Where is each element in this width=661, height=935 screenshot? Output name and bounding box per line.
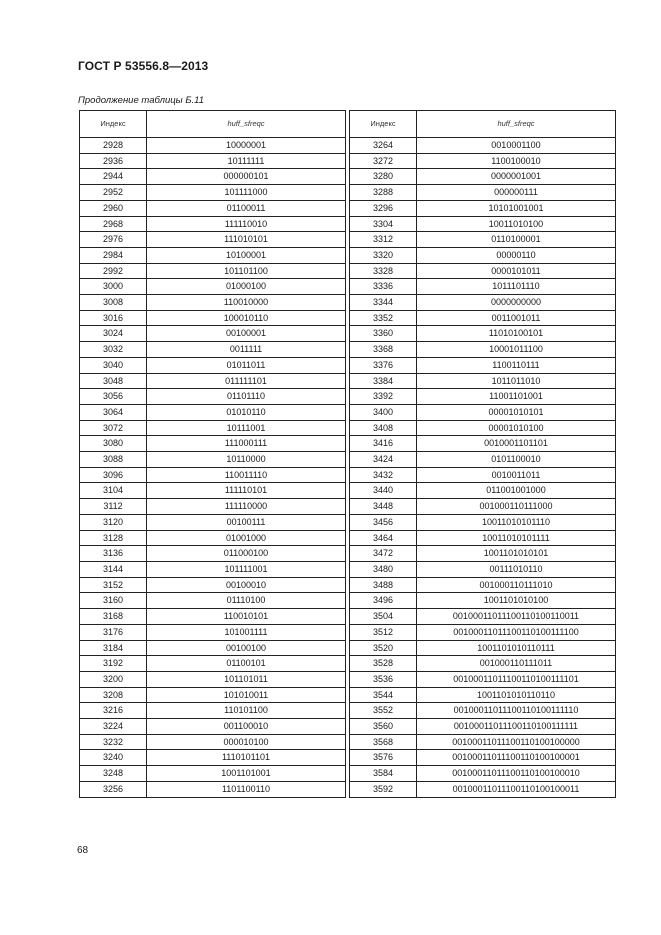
index-cell-left: 2976: [80, 232, 147, 248]
index-cell-right: 3528: [350, 656, 417, 672]
table-row: [80, 452, 616, 468]
index-cell-left: 2928: [80, 138, 147, 154]
value-cell-right: 1001101010100: [417, 593, 616, 609]
table-row: [80, 169, 616, 185]
index-cell-left: 3184: [80, 640, 147, 656]
index-cell-right: 3408: [350, 420, 417, 436]
value-cell-right: 00100011011100110100100001: [417, 750, 616, 766]
index-cell-right: 3504: [350, 609, 417, 625]
index-cell-left: 3256: [80, 781, 147, 797]
value-cell-right: 0010011011: [417, 467, 616, 483]
table-row: [80, 640, 616, 656]
value-cell-right: 10011010101110: [417, 514, 616, 530]
table-row: [80, 357, 616, 373]
index-cell-right: 3264: [350, 138, 417, 154]
value-cell-left: 10111111: [147, 153, 346, 169]
value-cell-left: 111010101: [147, 232, 346, 248]
index-cell-right: 3560: [350, 719, 417, 735]
table-row: [80, 185, 616, 201]
value-cell-right: 0000101011: [417, 263, 616, 279]
value-cell-right: 11010100101: [417, 326, 616, 342]
table-row: [80, 719, 616, 735]
index-cell-left: 2952: [80, 185, 147, 201]
table-row: [80, 295, 616, 311]
index-cell-right: 3368: [350, 342, 417, 358]
index-cell-left: 3048: [80, 373, 147, 389]
value-cell-right: 1100110111: [417, 357, 616, 373]
index-cell-left: 3008: [80, 295, 147, 311]
index-cell-right: 3320: [350, 247, 417, 263]
huffman-table: [79, 110, 616, 798]
value-cell-left: 101010011: [147, 687, 346, 703]
index-cell-right: 3464: [350, 530, 417, 546]
value-cell-right: 0000001001: [417, 169, 616, 185]
index-cell-left: 3160: [80, 593, 147, 609]
index-cell-left: 3144: [80, 561, 147, 577]
value-cell-left: 10110000: [147, 452, 346, 468]
index-cell-right: 3592: [350, 781, 417, 797]
index-cell-right: 3328: [350, 263, 417, 279]
value-cell-left: 01001000: [147, 530, 346, 546]
index-cell-left: 3032: [80, 342, 147, 358]
value-cell-right: 00100011011100110100100011: [417, 781, 616, 797]
index-cell-right: 3336: [350, 279, 417, 295]
table-row: [80, 200, 616, 216]
index-cell-right: 3576: [350, 750, 417, 766]
table-row: [80, 342, 616, 358]
value-cell-right: 001000110111011: [417, 656, 616, 672]
index-cell-left: 3128: [80, 530, 147, 546]
value-cell-left: 01010110: [147, 404, 346, 420]
table-row: [80, 561, 616, 577]
index-cell-right: 3312: [350, 232, 417, 248]
table-row: [80, 703, 616, 719]
value-cell-right: 11001101001: [417, 389, 616, 405]
index-cell-left: 3112: [80, 499, 147, 515]
table-row: [80, 404, 616, 420]
table-row: [80, 750, 616, 766]
index-cell-right: 3376: [350, 357, 417, 373]
table-row: [80, 734, 616, 750]
value-cell-right: 1001101010110110: [417, 687, 616, 703]
value-cell-left: 101111001: [147, 561, 346, 577]
value-cell-left: 01100011: [147, 200, 346, 216]
table-row: [80, 656, 616, 672]
index-cell-left: 3224: [80, 719, 147, 735]
value-cell-left: 101001111: [147, 624, 346, 640]
value-cell-left: 111000111: [147, 436, 346, 452]
index-cell-left: 2968: [80, 216, 147, 232]
index-cell-right: 3480: [350, 561, 417, 577]
index-cell-right: 3520: [350, 640, 417, 656]
index-cell-right: 3416: [350, 436, 417, 452]
index-cell-left: 3040: [80, 357, 147, 373]
index-cell-right: 3296: [350, 200, 417, 216]
index-cell-left: 3072: [80, 420, 147, 436]
value-cell-left: 1001101001: [147, 766, 346, 782]
value-cell-left: 10111001: [147, 420, 346, 436]
value-cell-left: 100010110: [147, 310, 346, 326]
table-row: [80, 467, 616, 483]
index-cell-left: 2984: [80, 247, 147, 263]
value-cell-left: 10100001: [147, 247, 346, 263]
value-cell-right: 00100011011100110100111100: [417, 624, 616, 640]
index-cell-left: 3176: [80, 624, 147, 640]
table-row: [80, 436, 616, 452]
index-cell-right: 3488: [350, 577, 417, 593]
index-cell-left: 3096: [80, 467, 147, 483]
value-cell-right: 00100011011100110100111111: [417, 719, 616, 735]
value-cell-right: 10011010101111: [417, 530, 616, 546]
index-cell-right: 3584: [350, 766, 417, 782]
value-cell-right: 0000000000: [417, 295, 616, 311]
index-cell-right: 3360: [350, 326, 417, 342]
index-cell-right: 3448: [350, 499, 417, 515]
value-cell-left: 01101110: [147, 389, 346, 405]
value-cell-left: 110101100: [147, 703, 346, 719]
table-row: [80, 420, 616, 436]
index-cell-right: 3496: [350, 593, 417, 609]
index-cell-left: 3104: [80, 483, 147, 499]
value-cell-left: 0011111: [147, 342, 346, 358]
index-cell-right: 3288: [350, 185, 417, 201]
value-cell-right: 00111010110: [417, 561, 616, 577]
index-cell-left: 3056: [80, 389, 147, 405]
table-row: [80, 216, 616, 232]
index-cell-right: 3432: [350, 467, 417, 483]
index-cell-right: 3472: [350, 546, 417, 562]
table-header-row: [80, 111, 616, 138]
table-row: [80, 326, 616, 342]
index-cell-right: 3280: [350, 169, 417, 185]
table-row: [80, 499, 616, 515]
table-row: [80, 263, 616, 279]
page-number: 68: [77, 845, 89, 856]
index-cell-left: 3152: [80, 577, 147, 593]
index-cell-right: 3568: [350, 734, 417, 750]
value-cell-right: 1001101010110111: [417, 640, 616, 656]
index-cell-left: 3080: [80, 436, 147, 452]
index-cell-right: 3552: [350, 703, 417, 719]
value-cell-left: 01110100: [147, 593, 346, 609]
value-cell-right: 1001101010101: [417, 546, 616, 562]
index-cell-right: 3440: [350, 483, 417, 499]
index-cell-right: 3400: [350, 404, 417, 420]
value-cell-left: 10000001: [147, 138, 346, 154]
index-cell-left: 3232: [80, 734, 147, 750]
value-cell-left: 00100001: [147, 326, 346, 342]
value-cell-right: 011001001000: [417, 483, 616, 499]
table-body: [80, 138, 616, 798]
table-row: [80, 546, 616, 562]
value-cell-left: 00100100: [147, 640, 346, 656]
value-cell-left: 110010000: [147, 295, 346, 311]
index-cell-left: 3248: [80, 766, 147, 782]
value-cell-left: 01011011: [147, 357, 346, 373]
index-cell-left: 3024: [80, 326, 147, 342]
value-cell-right: 00000110: [417, 247, 616, 263]
index-cell-right: 3424: [350, 452, 417, 468]
value-cell-left: 00100010: [147, 577, 346, 593]
table-row: [80, 624, 616, 640]
table-row: [80, 687, 616, 703]
table-row: [80, 389, 616, 405]
table-row: [80, 530, 616, 546]
value-cell-left: 101101011: [147, 671, 346, 687]
value-cell-right: 00001010100: [417, 420, 616, 436]
value-cell-left: 1101100110: [147, 781, 346, 797]
value-cell-right: 0110100001: [417, 232, 616, 248]
index-cell-left: 3136: [80, 546, 147, 562]
column-header-index-left: Индекс: [80, 111, 147, 138]
table-row: [80, 310, 616, 326]
table-caption: Продолжение таблицы Б.11: [78, 95, 205, 106]
index-cell-right: 3304: [350, 216, 417, 232]
index-cell-left: 3016: [80, 310, 147, 326]
table-row: [80, 232, 616, 248]
table-row: [80, 138, 616, 154]
value-cell-left: 00100111: [147, 514, 346, 530]
value-cell-right: 00100011011100110100110011: [417, 609, 616, 625]
index-cell-right: 3512: [350, 624, 417, 640]
index-cell-right: 3344: [350, 295, 417, 311]
value-cell-left: 1110101101: [147, 750, 346, 766]
table-row: [80, 671, 616, 687]
value-cell-right: 001000110111010: [417, 577, 616, 593]
value-cell-right: 00100011011100110100111101: [417, 671, 616, 687]
index-cell-left: 3192: [80, 656, 147, 672]
index-cell-left: 3088: [80, 452, 147, 468]
value-cell-left: 101101100: [147, 263, 346, 279]
index-cell-right: 3392: [350, 389, 417, 405]
value-cell-right: 00100011011100110100111110: [417, 703, 616, 719]
index-cell-left: 3208: [80, 687, 147, 703]
value-cell-left: 011111101: [147, 373, 346, 389]
document-header: ГОСТ Р 53556.8—2013: [78, 59, 209, 73]
index-cell-right: 3272: [350, 153, 417, 169]
value-cell-left: 000000101: [147, 169, 346, 185]
index-cell-left: 3120: [80, 514, 147, 530]
index-cell-left: 3064: [80, 404, 147, 420]
table-row: [80, 593, 616, 609]
value-cell-left: 001100010: [147, 719, 346, 735]
value-cell-right: 1011011010: [417, 373, 616, 389]
value-cell-right: 00100011011100110100100010: [417, 766, 616, 782]
table-row: [80, 781, 616, 797]
index-cell-left: 3216: [80, 703, 147, 719]
table-row: [80, 609, 616, 625]
index-cell-left: 2944: [80, 169, 147, 185]
index-cell-left: 2960: [80, 200, 147, 216]
index-cell-right: 3352: [350, 310, 417, 326]
index-cell-right: 3456: [350, 514, 417, 530]
value-cell-right: 00100011011100110100100000: [417, 734, 616, 750]
value-cell-right: 0011001011: [417, 310, 616, 326]
index-cell-left: 2992: [80, 263, 147, 279]
table-row: [80, 766, 616, 782]
value-cell-left: 101111000: [147, 185, 346, 201]
value-cell-right: 0101100010: [417, 452, 616, 468]
index-cell-left: 3200: [80, 671, 147, 687]
index-cell-right: 3544: [350, 687, 417, 703]
column-header-index-right: Индекс: [350, 111, 417, 138]
value-cell-right: 0010001101101: [417, 436, 616, 452]
value-cell-right: 000000111: [417, 185, 616, 201]
table-row: [80, 373, 616, 389]
table-row: [80, 483, 616, 499]
value-cell-left: 110011110: [147, 467, 346, 483]
table-row: [80, 247, 616, 263]
index-cell-left: 3000: [80, 279, 147, 295]
value-cell-right: 1100100010: [417, 153, 616, 169]
index-cell-left: 2936: [80, 153, 147, 169]
value-cell-right: 10001011100: [417, 342, 616, 358]
value-cell-right: 10101001001: [417, 200, 616, 216]
value-cell-left: 111110101: [147, 483, 346, 499]
column-header-value-left: huff_sfreqc: [147, 111, 346, 138]
table-row: [80, 279, 616, 295]
value-cell-left: 000010100: [147, 734, 346, 750]
column-header-value-right: huff_sfreqc: [417, 111, 616, 138]
value-cell-left: 011000100: [147, 546, 346, 562]
value-cell-left: 111110010: [147, 216, 346, 232]
index-cell-left: 3240: [80, 750, 147, 766]
index-cell-right: 3536: [350, 671, 417, 687]
value-cell-right: 0010001100: [417, 138, 616, 154]
value-cell-left: 111110000: [147, 499, 346, 515]
value-cell-left: 01000100: [147, 279, 346, 295]
table-row: [80, 153, 616, 169]
value-cell-right: 00001010101: [417, 404, 616, 420]
index-cell-left: 3168: [80, 609, 147, 625]
index-cell-right: 3384: [350, 373, 417, 389]
value-cell-right: 001000110111000: [417, 499, 616, 515]
table-row: [80, 577, 616, 593]
value-cell-left: 110010101: [147, 609, 346, 625]
table-row: [80, 514, 616, 530]
value-cell-right: 10011010100: [417, 216, 616, 232]
value-cell-left: 01100101: [147, 656, 346, 672]
value-cell-right: 1011101110: [417, 279, 616, 295]
